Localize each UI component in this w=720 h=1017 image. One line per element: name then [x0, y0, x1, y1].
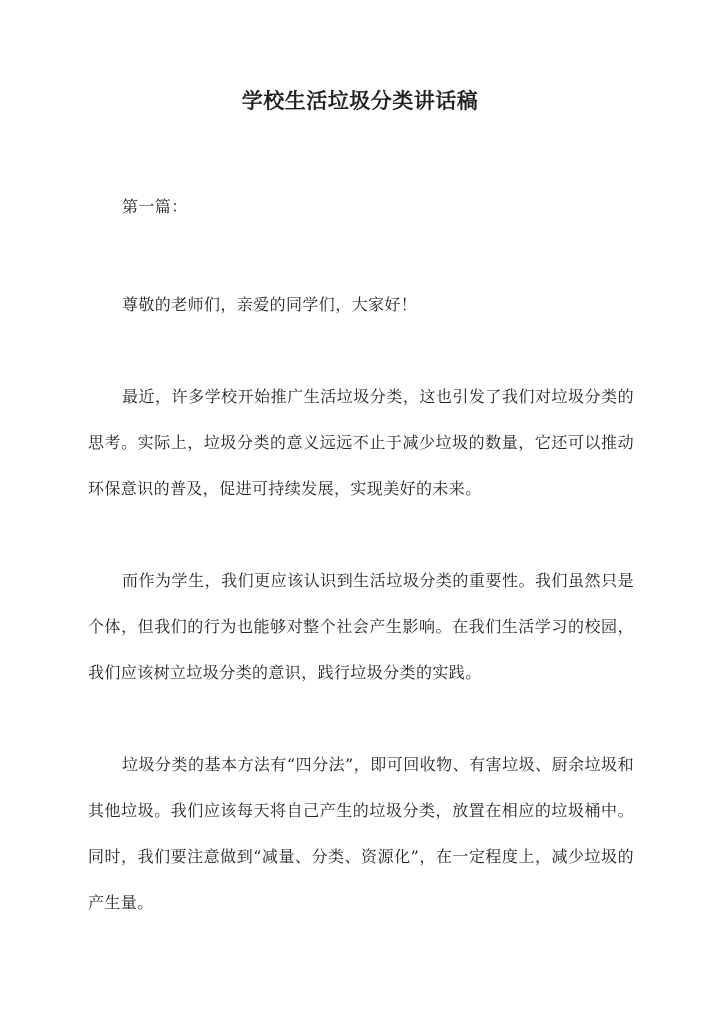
- section-heading: 第一篇：: [122, 197, 188, 216]
- body-paragraph-2: 而作为学生，我们更应该认识到生活垃圾分类的重要性。我们虽然只是个体，但我们的行为也能够对整个社会产生影响。在我们生活学习的校园，我们应该树立垃圾分类的意识，践行垃圾分类的实践。: [88, 571, 634, 682]
- body-paragraph-3: 垃圾分类的基本方法有“四分法”，即可回收物、有害垃圾、厨余垃圾和其他垃圾。我们应该每天将自己产生的垃圾分类，放置在相应的垃圾桶中。同时，我们要注意做到“减量、分类、资源化”，在一定程度上，减少垃圾的产生量。: [88, 755, 634, 912]
- document-title: 学校生活垃圾分类讲话稿: [241, 88, 479, 113]
- body-paragraph-1: 最近，许多学校开始推广生活垃圾分类，这也引发了我们对垃圾分类的思考。实际上，垃圾分类的意义远远不止于减少垃圾的数量，它还可以推动环保意识的普及，促进可持续发展，实现美好的未来。: [88, 387, 634, 498]
- greeting-paragraph: 尊敬的老师们，亲爱的同学们，大家好！: [122, 295, 418, 314]
